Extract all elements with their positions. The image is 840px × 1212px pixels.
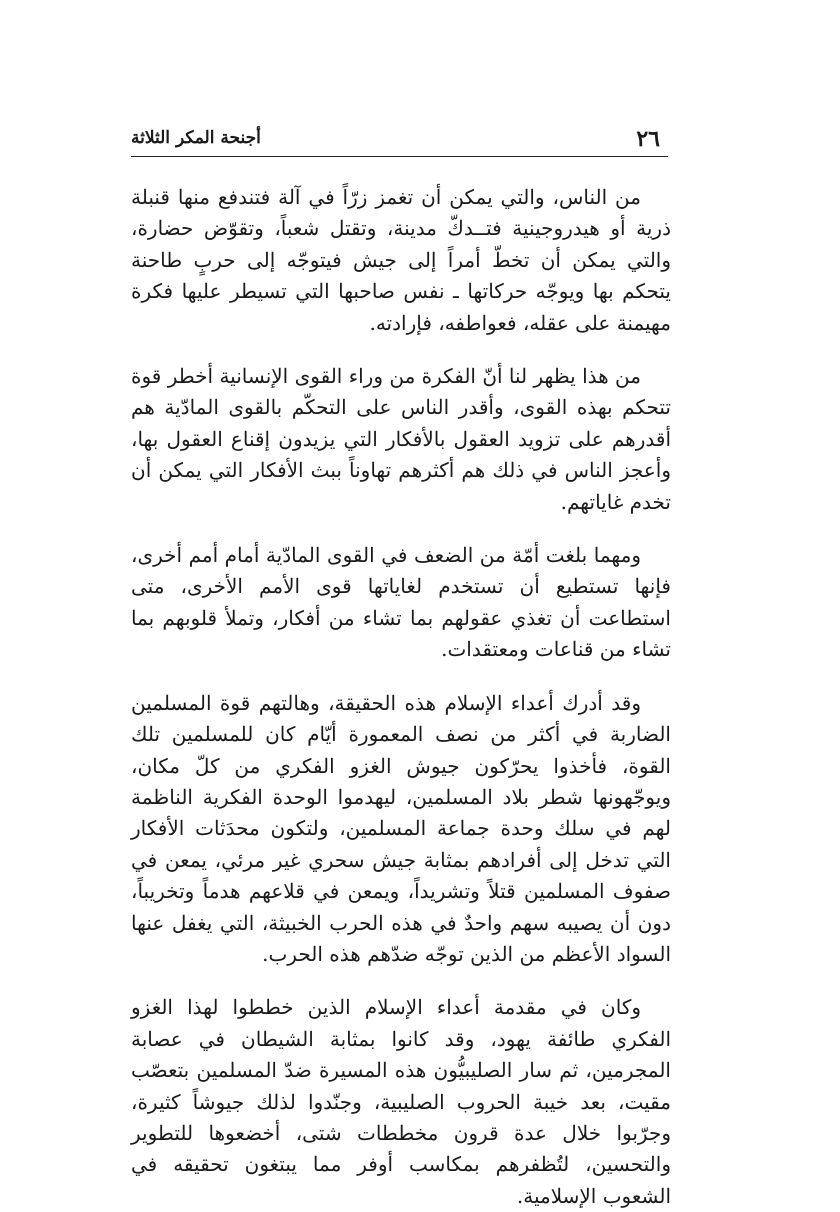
header-rule	[131, 156, 668, 157]
paragraph: ومهما بلغت أمّة من الضعف في القوى المادّية أمام أمم أخرى، فإنها تستطيع أن تستخدم لغاياتها قوى الأمم الأخرى، متى استطاعت أن تغذي عقولهم بما تشاء من أفكار، وتملأ قلوبهم بما تشاء من قناعات ومعتقدات.	[131, 543, 671, 662]
running-title: أجنحة المكر الثلاثة	[131, 128, 261, 148]
paragraph: وكان في مقدمة أعداء الإسلام الذين خططوا لهذا الغزو الفكري طائفة يهود، وقد كانوا بمثابة الشيطان في عصابة المجرمين، ثم سار الصليبيُّون هذه المسيرة ضدّ المسلمين بتعصّب مقيت، بعد خيبة الحروب الصليبية، وجنّدوا لذلك جيوشاً كثيرة، وجرّبوا خلال عدة قرون مخططات شتى، أخضعوها للتطوير والتحسين، لتُظفرهم بمكاسب أوفر مما يبتغون تحقيقه في الشعوب الإسلامية.	[131, 995, 671, 1208]
paragraph: وقد أدرك أعداء الإسلام هذه الحقيقة، وهالتهم قوة المسلمين الضاربة في أكثر من نصف المعمورة أيّام كان للمسلمين تلك القوة، فأخذوا يحرّكون جيوش الغزو الفكري من كلّ مكان، ويوجّهونها شطر بلاد المسلمين، ليهدموا الوحدة الفكرية الناظمة لهم في سلك وحدة جماعة المسلمين، ولتكون محدَثات الأفكار التي تدخل إلى أفرادهم بمثابة جيش سحري غير مرئي، يمعن في صفوف المسلمين قتلاً وتشريداً، ويمعن في قلاعهم هدماً وتخريباً، دون أن يصيبه سهم واحدٌ في هذه الحرب الخبيثة، التي يغفل عنها السواد الأعظم من الذين توجّه ضدّهم هذه الحرب.	[131, 690, 671, 966]
body-text	[131, 182, 671, 1212]
page-number: ٢٦	[636, 126, 660, 152]
page-header	[131, 118, 668, 158]
paragraph: من الناس، والتي يمكن أن تغمز زرّاً في آلة فتندفع منها قنبلة ذرية أو هيدروجينية فتــدكّ مدينة، وتقتل شعباً، وتقوّض حضارة، والتي يمكن أن تخطّ أمراً إلى جيش فيتوجّه إلى حربٍ طاحنة يتحكم بها ويوجّه حركاتها ـ نفس صاحبها التي تسيطر عليها فكرة مهيمنة على عقله، فعواطفه، فإرادته.	[131, 185, 671, 335]
paragraph: من هذا يظهر لنا أنّ الفكرة من وراء القوى الإنسانية أخطر قوة تتحكم بهذه القوى، وأقدر الناس على التحكّم بالقوى المادّية هم أقدرهم على تزويد العقول بالأفكار التي يزيدون إقناع العقول بها، وأعجز الناس في ذلك هم أكثرهم تهاوناً ببث الأفكار التي يمكن أن تخدم غاياتهم.	[131, 364, 671, 514]
